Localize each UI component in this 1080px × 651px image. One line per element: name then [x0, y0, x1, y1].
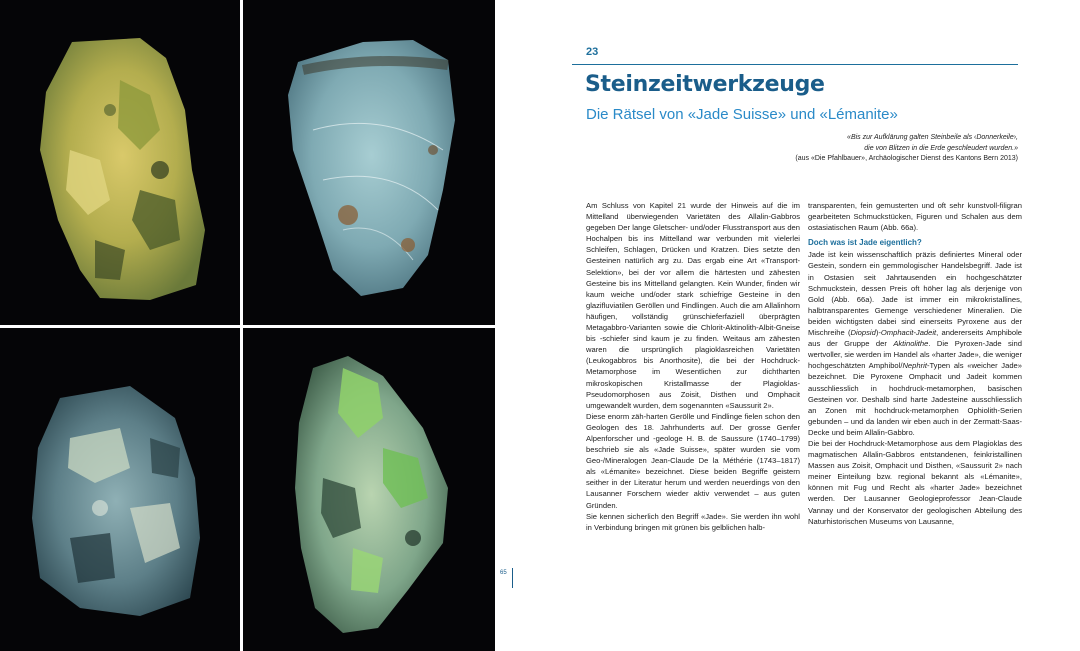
text-run: -Typen als «weicher Jade» bezeichnet. Die Pyroxene Omphacit und Jadeit kommen ausschliesslich in hochdruck-metamorphen, basischen Gesteinen vor. Deshalb sind harte Jadesteine ausschliesslich an Zonen mit hochdruck-metamorphen Ophiolith-Serien gebunden – und da landen wir eben auch in der Zermatt-Saas-Decke und beim Allalin-Gabbro. [808, 361, 1022, 437]
paragraph: Sie kennen sicherlich den Begriff «Jade». Sie werden ihn wohl in Verbindung bringen mit grünen bis gelblichen halb- [586, 511, 800, 532]
text-run: , andererseits Amphibole aus der Gruppe der [808, 328, 1022, 349]
text-run-italic: Aktinolithe [893, 339, 929, 349]
photo-pale-blue-jade-slab [243, 0, 495, 325]
chapter-rule [572, 64, 1018, 65]
blue-gray-mottled-slab-image [0, 328, 240, 651]
paragraph: Am Schluss von Kapitel 21 wurde der Hinweis auf die im Mittelland überwiegenden Varietäten des Allalin-Gabbros gegeben Der lange Gletscher- und/oder Flusstransport aus den Hochalpen bis ins Mittelland war verbunden mit vielerlei Schleifen, Schlagen, Drücken und Kratzen. Dies setzte den Gesteinen natürlich arg zu. Das ergab eine Art «Transport-Selektion», bei der vor allem die härtesten und zähesten Gesteine bis ins Mittelland gelangten. Kein Wunder, finden wir kaum weiche und/oder stark schiefrige Gesteine in den glazifluviatilen Geröllen und Findlingen. Auch die am Allalinhorn häufigen, vollständig grünschieferfaziell überprägten Metagabbro-Varianten sowie die Chlorit-Aktinolith-Albit-Gneise bis -schiefer sind kaum je zu finden. Weitaus am zähesten waren die ursprünglich plagioklasreichen Varietäten (Leukogabbros bis Anorthosite), die bei der Hochdruck-Metamorphose im Wesentlichen zur dichtharten mikroskopischen Kristallmasse der Plagioklas-Pseudomorphosen aus Zoisit, Disthen und Omphacit umgewandelt wurden, dem sogenannten «Saussurit 2». [586, 201, 800, 410]
green-veined-jadeite-slab-image [243, 328, 495, 651]
photo-green-veined-jadeite-slab [243, 328, 495, 651]
quote-line-1: «Bis zur Aufklärung galten Steinbeile als ‹Donnerkeile›, [847, 134, 1018, 141]
paragraph: Die bei der Hochdruck-Metamorphose aus dem Plagioklas des magmatischen Allalin-Gabbros entstandenen, feinkristallinen Massen aus Zoisit, Omphacit und Disthen, «Saussurit 2» nach meiner Einteilung bzw. regional bekannt als «Lémanite», können mit Fug und Recht als «harter Jade» bezeichnet werden. Der Lausanner Geologieprofessor Jean-Claude Vannay und der Konservator der geologischen Abteilung des Naturhistorischen Museums von Lausanne, [808, 438, 1022, 526]
paragraph: Diese enorm zäh-harten Gerölle und Findlinge fielen schon den Geologen des 18. Jahrhunderts auf. Der grosse Genfer Alpenforscher und -geologe H. B. de Saussure (1740–1799) beschrieb sie als «Jade Suisse», später wurden sie vom Geo-/Mineralogen Jean-Claude De la Méthérie (1743–1817) als «Lémanite» bezeichnet. Diese beiden Begriffe geistern seither in der Literatur herum und werden neuerdings von den Lausanner Forschern wieder aktiv verwendet – aus guten Gründen. [586, 411, 800, 510]
text-run: . Die Pyroxen-Jade sind wertvoller, sie werden im Handel als «harter Jade», die weniger hochgeschätzten Amphibol/ [808, 339, 1022, 371]
pale-blue-jade-slab-image [243, 0, 495, 325]
quote-line-2: die von Blitzen in die Erde geschleudert wurden.» [864, 144, 1018, 152]
section-heading: Doch was ist Jade eigentlich? [808, 238, 922, 248]
paragraph: transparenten, fein gemusterten und oft sehr kunstvoll-filigran gearbeiteten Schmuckstücken, Figuren und Schalen aus dem ostasiatischen Raum (Abb. 66a). [808, 201, 1022, 233]
text-run-italic: Diopsid [850, 328, 876, 338]
chapter-subtitle: Die Rätsel von «Jade Suisse» und «Lémanite» [586, 106, 898, 123]
text-run: )- [875, 328, 881, 338]
epigraph-quote [618, 133, 1018, 165]
text-run-italic: Omphacit-Jadeit [880, 328, 937, 338]
paragraph [808, 249, 1022, 438]
text-run-italic: Nephrit [902, 361, 927, 371]
quote-source: (aus «Die Pfahlbauer», Archäologischer Dienst des Kantons Bern 2013) [795, 155, 1018, 162]
photo-greenish-yellow-jade-slab [0, 0, 240, 325]
left-page-number: 65 [500, 570, 507, 576]
text-run: Jade ist kein wissenschaftlich präzis definiertes Mineral oder Gestein, sondern ein gemmologischer Handelsbegriff. Jade ist in Ostasien seit Jahrtausenden ein hochgeschätzter Schmuckstein, dessen Preis oft höher lag als derjenige von Gold (Abb. 66a). Jade ist immer ein mikrokristallines, halbtransparentes Gemenge verschiedener Mineralien. Die beiden wichtigsten dabei sind einerseits Pyroxene aus der Mischreihe ( [808, 250, 1022, 338]
text-column-right [808, 200, 1022, 527]
page-number-divider [512, 568, 513, 588]
chapter-number: 23 [586, 46, 599, 58]
chapter-title: Steinzeitwerkzeuge [585, 72, 825, 97]
greenish-yellow-jade-slab-image [0, 0, 240, 325]
photo-blue-gray-mottled-slab [0, 328, 240, 651]
text-column-left [586, 200, 800, 533]
